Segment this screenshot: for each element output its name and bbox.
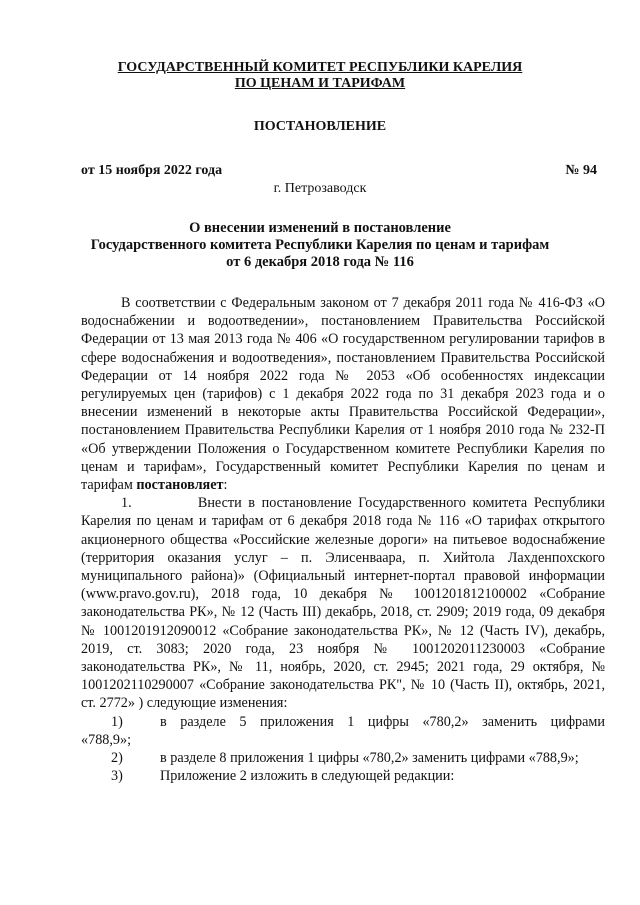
clause-1 <box>81 494 605 712</box>
list-item-number: 2) <box>111 750 123 767</box>
issuer-name-line2: ПО ЦЕНАМ И ТАРИФАМ <box>234 76 406 91</box>
preamble-paragraph <box>81 294 605 494</box>
list-item <box>81 767 605 785</box>
preamble-text: В соответствии с Федеральным законом от 7 декабря 2011 года № 416-ФЗ «О водоснабжении и водоотведении», постановлением Правительства Российской Федерации от 13 мая 2013 года № 406 «О государственном регулировании тарифов в сфере водоснабжения и водоотведения», постановлением Правительства Российской Федерации от 14 ноября 2022 года № 2053 «Об особенностях индексации регулируемых цен (тарифов) с 1 декабря 2022 года по 31 декабря 2023 года и о внесении изменений в некоторые акты Правительства Российской Федерации», постановлением Правительства Республики Карелия от 1 ноября 2010 года № 232-П «Об утверждении Положения о Государственном комитете Республики Карелия по ценам и тарифам», Государственный комитет Республики Карелия по ценам и тарифам <box>81 295 605 494</box>
list-item-text-continued: «788,9»; <box>81 731 132 748</box>
resolves-colon: : <box>223 477 228 494</box>
list-item-text: в разделе 5 приложения 1 цифры «780,2» заменить цифрами <box>160 713 605 730</box>
title-line1: О внесении изменений в постановление <box>189 220 451 236</box>
clause-1-text: Внести в постановление Государственного комитета Республики Карелия по ценам и тарифам от 6 декабря 2018 года № 116 «О тарифах открытого акционерного общества «Российские железные дороги» на питьевое водоснабжение (территория оказания услуг – п. Элисенваара, п. Хийтола Лахденпохского муниципального района)» (Официальный интернет-портал правовой информации (www.pravo.gov.ru), 2018 года, 10 декабря № 1001201812100002 «Собрание законодательства РК», № 12 (Часть III) декабрь, 2018, ст. 2909; 2019 года, 09 декабря № 1001201912090012 «Собрание законодательства РК», № 12 (Часть IV), декабрь, 2019, ст. 3083; 2020 года, 23 ноября № 1001202011230003 «Собрание законодательства РК», № 11, ноябрь, 2020, ст. 2945; 2021 года, 29 октября, № 1001202110290007 «Собрание законодательства РК", № 10 (Часть II), октябрь, 2021, ст. 2772» ) следующие изменения: <box>81 495 605 712</box>
document-date: от 15 ноября 2022 года <box>81 163 223 178</box>
list-item <box>81 713 605 749</box>
list-item-text: в разделе 8 приложения 1 цифры «780,2» заменить цифрами «788,9»; <box>160 750 579 767</box>
document-city: г. Петрозаводск <box>273 181 367 196</box>
resolves-word: постановляет <box>136 477 224 494</box>
list-item-text: Приложение 2 изложить в следующей редакции: <box>160 768 455 785</box>
list-item-number: 3) <box>111 768 123 785</box>
title-line2: Государственного комитета Республики Карелия по ценам и тарифам <box>90 237 550 253</box>
document-number: № 94 <box>565 163 597 178</box>
document-type: ПОСТАНОВЛЕНИЕ <box>253 119 387 134</box>
title-line3: от 6 декабря 2018 года № 116 <box>226 254 414 270</box>
clause-1-number: 1. <box>121 495 132 512</box>
document-body <box>81 294 605 785</box>
issuer-name-line1: ГОСУДАРСТВЕННЫЙ КОМИТЕТ РЕСПУБЛИКИ КАРЕЛИЯ <box>117 60 523 75</box>
list-item <box>81 749 605 767</box>
list-item-number: 1) <box>111 713 123 730</box>
document-title <box>0 220 640 271</box>
